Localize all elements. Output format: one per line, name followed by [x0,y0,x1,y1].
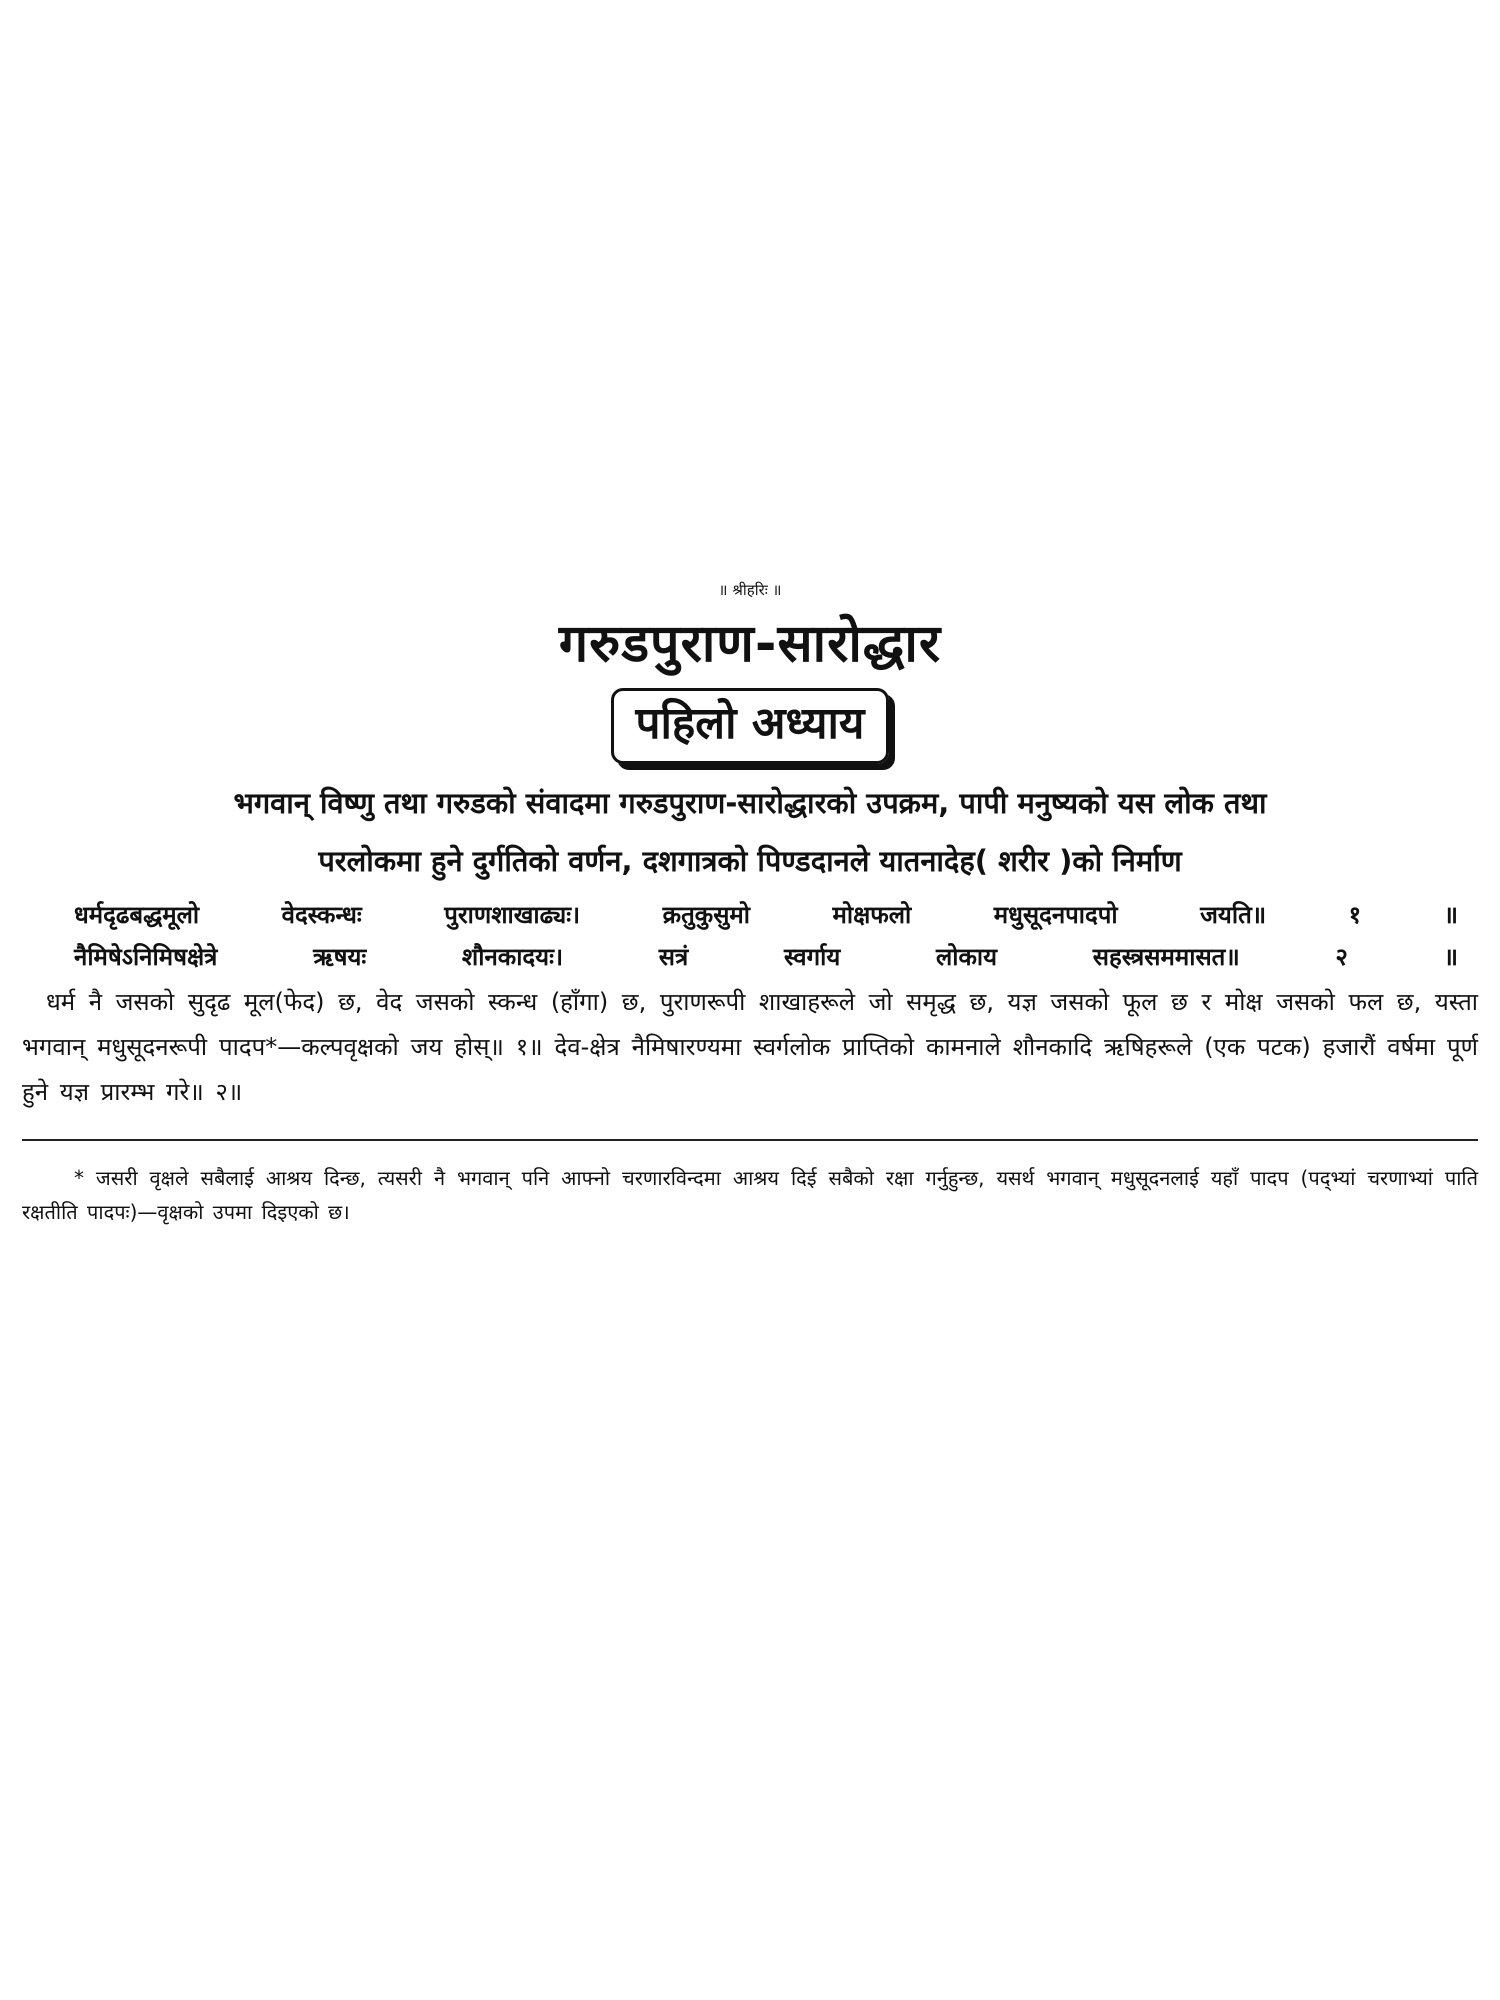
sanskrit-verse-1: धर्मदृढबद्धमूलो वेदस्कन्धः पुराणशाखाढ्यः। क्रतुकुसुमो मोक्षफलो मधुसूदनपादपो जयति॥ १ ॥ [74,901,1458,929]
translation-text: धर्म नै जसको सुदृढ मूल(फेद) छ, वेद जसको स्कन्ध (हाँगा) छ, पुराणरूपी शाखाहरूले जो समृद्ध छ, यज्ञ जसको फूल छ र मोक्ष जसको फल छ, यस्ता भगवान् मधुसूदनरूपी पादप*—कल्पवृक्षको जय होस्॥ १॥ देव-क्षेत्र नैमिषारण्यमा स्वर्गलोक प्राप्तिको कामनाले शौनकादि ऋषिहरूले (एक पटक) हजारौं वर्षमा पूर्ण हुने यज्ञ प्रारम्भ गरे॥ २॥ [22,988,1478,1106]
chapter-heading: पहिलो अध्याय [611,688,890,764]
document-page [22,580,1478,1249]
summary-line-1: भगवान् विष्णु तथा गरुडको संवादमा गरुडपुराण-सारोद्धारको उपक्रम, पापी मनुष्यको यस लोक तथा [233,786,1267,820]
footnote-divider [22,1139,1478,1141]
sanskrit-verse-2: नैमिषेऽनिमिषक्षेत्रे ऋषयः शौनकादयः। सत्रं स्वर्गाय लोकाय सहस्त्रसममासत॥ २ ॥ [74,943,1458,971]
translation-paragraph [22,980,1478,1115]
invocation-text: ॥ श्रीहरिः ॥ [718,581,782,599]
chapter-summary [22,774,1478,890]
page-title: गरुडपुराण-सारोद्धार [558,614,942,674]
summary-line-2: परलोकमा हुने दुर्गतिको वर्णन, दशगात्रको पिण्डदानले यातनादेह( शरीर )को निर्माण [318,844,1182,878]
footnote-paragraph [22,1161,1478,1229]
chapter-heading-container [22,688,1478,764]
footnote-text: * जसरी वृक्षले सबैलाई आश्रय दिन्छ, त्यसरी नै भगवान् पनि आफ्नो चरणारविन्दमा आश्रय दिई सबैको रक्षा गर्नुहुन्छ, यसर्थ भगवान् मधुसूदनलाई यहाँ पादप (पद्भ्यां चरणाभ्यां पाति रक्षतीति पादपः)—वृक्षको उपमा दिइएको छ। [22,1166,1478,1224]
